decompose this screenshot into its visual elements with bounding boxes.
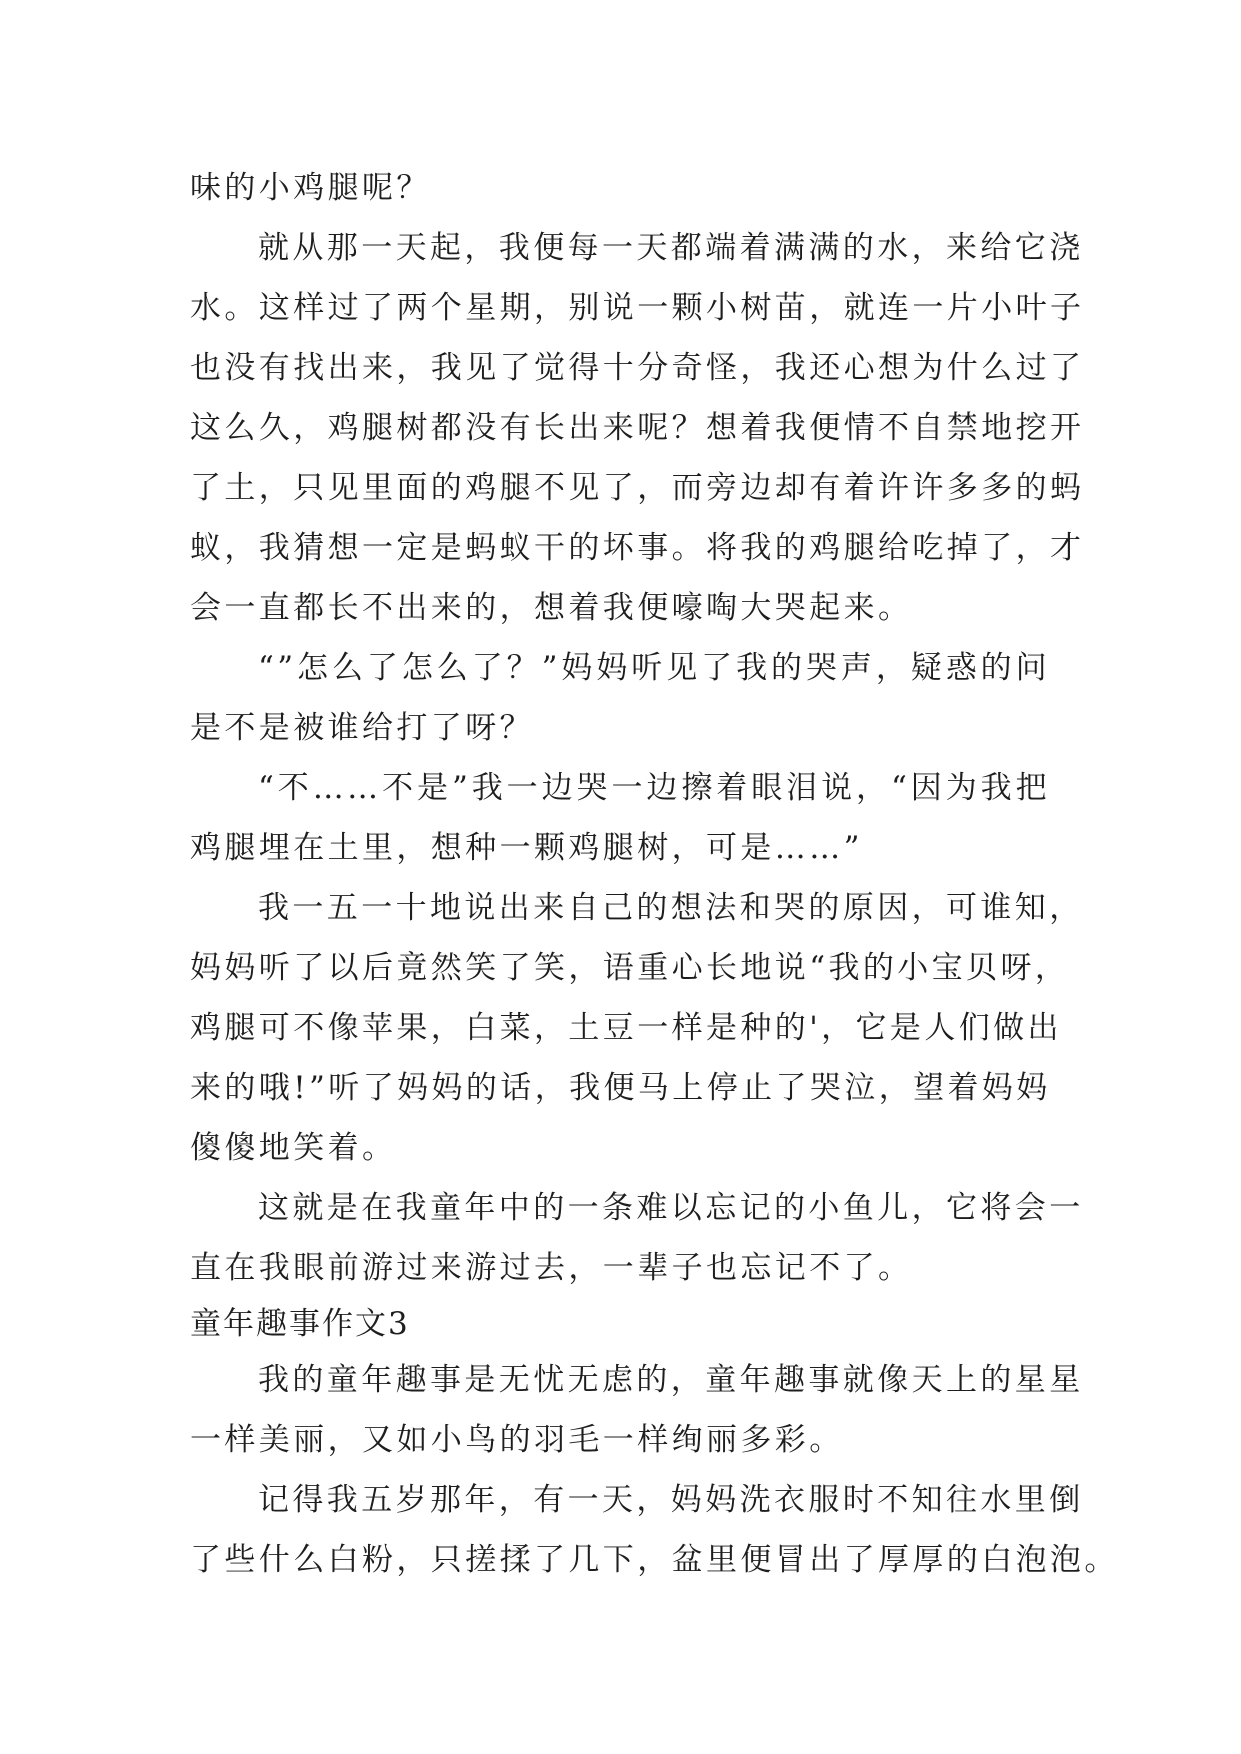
paragraph-start-line: 记得我五岁那年，有一天，妈妈洗衣服时不知往水里倒 xyxy=(258,1482,1084,1518)
text-line: 鸡腿可不像苹果，白菜，土豆一样是种的'，它是人们做出 xyxy=(190,1010,1062,1046)
text-line: 鸡腿埋在土里，想种一颗鸡腿树，可是……” xyxy=(190,830,863,866)
text-line: 味的小鸡腿呢？ xyxy=(190,170,431,206)
paragraph-start-line: 就从那一天起，我便每一天都端着满满的水，来给它浇 xyxy=(258,230,1084,266)
paragraph-start-line: “不……不是”我一边哭一边擦着眼泪说，“因为我把 xyxy=(258,770,1050,806)
section-heading: 童年趣事作文3 xyxy=(190,1306,410,1342)
text-line: 这么久，鸡腿树都没有长出来呢？想着我便情不自禁地挖开 xyxy=(190,410,1085,446)
text-line: 水。这样过了两个星期，别说一颗小树苗，就连一片小叶子 xyxy=(190,290,1085,326)
text-line: 一样美丽，又如小鸟的羽毛一样绚丽多彩。 xyxy=(190,1422,844,1458)
paragraph-start-line: “”怎么了怎么了？”妈妈听见了我的哭声，疑惑的问 xyxy=(258,650,1050,686)
text-line: 来的哦!”听了妈妈的话，我便马上停止了哭泣，望着妈妈 xyxy=(190,1070,1051,1106)
paragraph-start-line: 我一五一十地说出来自己的想法和哭的原因，可谁知， xyxy=(258,890,1084,926)
paragraph-start-line: 我的童年趣事是无忧无虑的，童年趣事就像天上的星星 xyxy=(258,1362,1084,1398)
text-line: 蚁，我猜想一定是蚂蚁干的坏事。将我的鸡腿给吃掉了，才 xyxy=(190,530,1085,566)
text-line: 了土，只见里面的鸡腿不见了，而旁边却有着许许多多的蚂 xyxy=(190,470,1085,506)
paragraph-start-line: 这就是在我童年中的一条难以忘记的小鱼儿，它将会一 xyxy=(258,1190,1084,1226)
text-line: 会一直都长不出来的，想着我便嚎啕大哭起来。 xyxy=(190,590,913,626)
text-line: 也没有找出来，我见了觉得十分奇怪，我还心想为什么过了 xyxy=(190,350,1085,386)
text-line: 直在我眼前游过来游过去，一辈子也忘记不了。 xyxy=(190,1250,913,1286)
document-body xyxy=(190,158,1119,1590)
text-line: 傻傻地笑着。 xyxy=(190,1130,397,1166)
text-line: 了些什么白粉，只搓揉了几下，盆里便冒出了厚厚的白泡泡。 xyxy=(190,1542,1119,1578)
text-line: 是不是被谁给打了呀？ xyxy=(190,710,534,746)
text-line: 妈妈听了以后竟然笑了笑，语重心长地说“我的小宝贝呀， xyxy=(190,950,1070,986)
